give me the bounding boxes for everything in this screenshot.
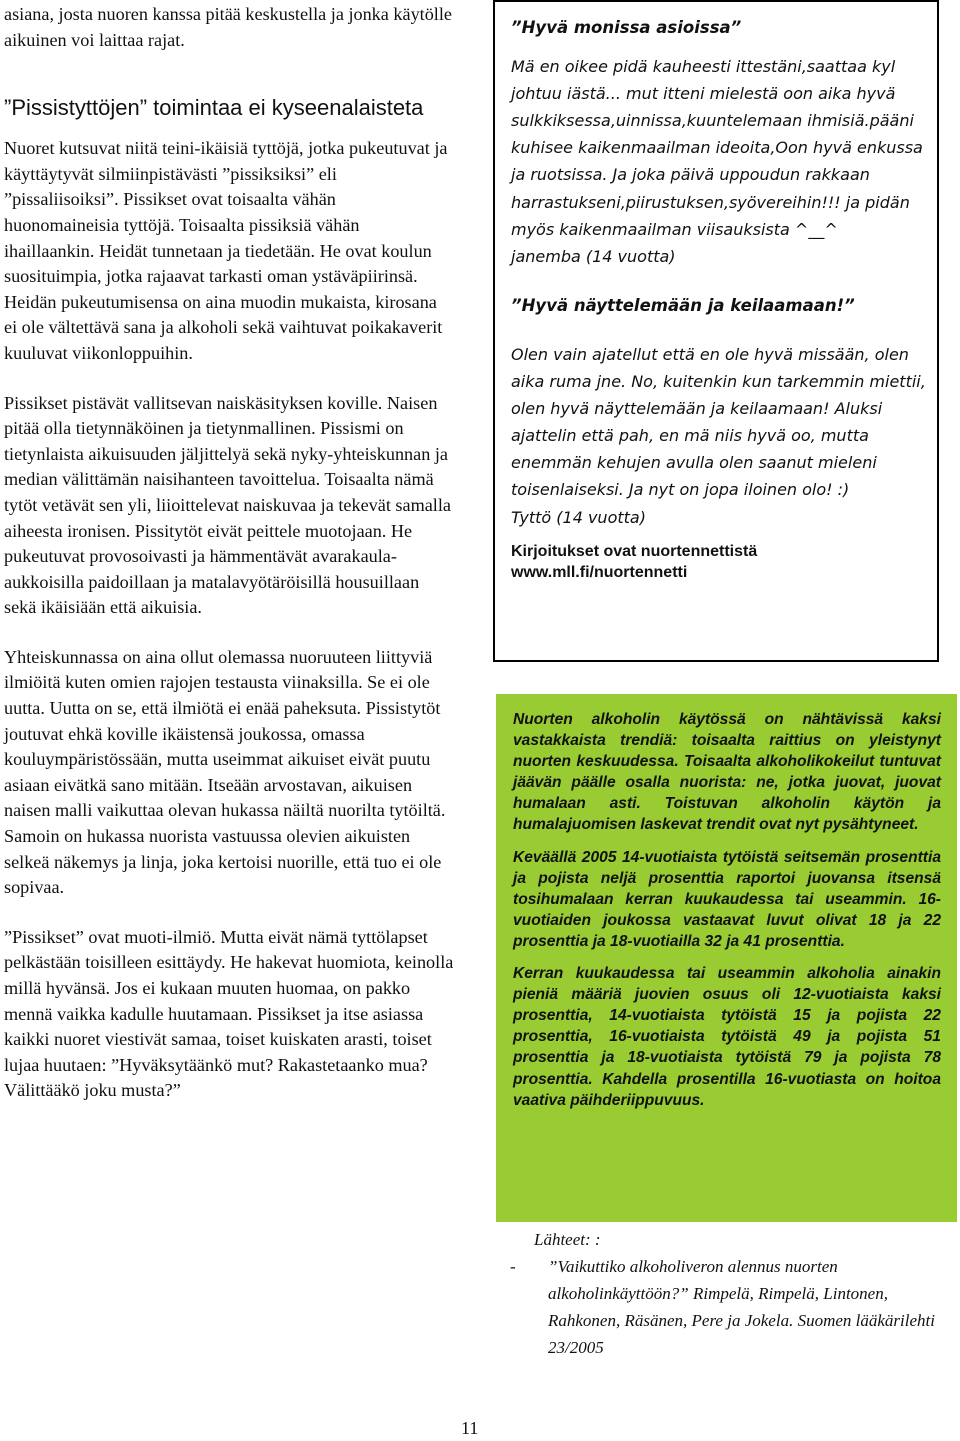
facts-paragraph-2: Keväällä 2005 14-vuotiaista tytöistä seitsemän prosenttia ja pojista neljä prosenttia raportoi juovansa itsensä tosihumalaan kerran kuukaudessa tai useammin. 16-vuotiaiden joukossa vastaavat luvut olivat 18 ja 22 prosenttia ja 18-vuotiailla 32 ja 41 prosenttia. [513, 848, 941, 950]
references [510, 1226, 950, 1361]
quote-1-author: janemba (14 vuotta) [511, 246, 676, 266]
source-url: www.mll.fi/nuortennetti [511, 563, 688, 581]
quotes-source [511, 541, 927, 583]
quote-1-heading: ”Hyvä monissa asioissa” [511, 18, 742, 37]
quote-2-heading: ”Hyvä näyttelemään ja keilaamaan!” [511, 295, 855, 315]
facts-paragraph-1: Nuorten alkoholin käytössä on nähtävissä kaksi vastakkaista trendiä: toisaalta raittius on yleistynyt nuorten keskuudessa. Toisaalta alkoholikokeilut tuntuvat jäävän päälle osalla nuorista: ne, jotka juovat, juovat humalaan asti. Toistuvan alkoholin käytön ja humalajuomisen laskevat trendit ovat nyt pysähtyneet. [513, 711, 941, 834]
article-paragraph-4: ”Pissikset” ovat muoti-ilmiö. Mutta eivät nämä tyttölapset pelkästään toisilleen esittäydy. He hakevat huomiota, keinolla millä hyvänsä. Jos ei kukaan muuten huomaa, on pakko mennä vaikka kadulle huutamaan. Pissikset ja itse asiassa kaikki nuoret viestivät samaa, toiset kuiskaten arasti, toiset lujaa huutaen: ”Hyväksytäänkö mut? Rakastetaanko mua? Välittääkö joku musta?” [4, 926, 454, 1101]
page-number: 11 [461, 1418, 479, 1438]
reference-dash: - [510, 1257, 516, 1276]
facts-paragraph-3: Kerran kuukaudessa tai useammin alkoholia ainakin pieniä määriä juovien osuus oli 12-vuotiaista kaksi prosenttia, 14-vuotiaista tytöistä 15 ja pojista 22 prosenttia, 16-vuotiaista tytöistä 49 ja pojista 51 prosenttia ja 18-vuotiaista tytöistä 79 ja pojista 78 prosenttia. Kahdella prosentilla 16-vuotiasta on hoitoa vaativa päihderiippuvuus. [513, 965, 941, 1109]
main-article-column [4, 2, 454, 1104]
youth-quotes-box [493, 0, 939, 662]
references-title: Lähteet: : [534, 1230, 601, 1249]
quote-1-text: Mä en oikee pidä kauheesti ittestäni,saattaa kyl johtuu iästä... mut itteni mielestä oon aika hyvä sulkkiksessa,uinnissa,kuuntelemaan ihmisiä.pääni kuhisee kaikenmaailman ideoita,Oon hyvä enkussa ja ruotsissa. Ja joka päivä uppoudun rakkaan harrastukseni,piirustuksen,syövereihin!!! ja pidän myös kaikenmaailman viisauksista ^__^ [511, 57, 923, 239]
source-line-1: Kirjoitukset ovat nuortennettistä [511, 542, 758, 560]
reference-item [510, 1253, 950, 1361]
article-paragraph-1: Nuoret kutsuvat niitä teini-ikäisiä tyttöjä, jotka pukeutuvat ja käyttäytyvät silmiinpistävästi ”pissiksiksi” eli ”pissaliisoiksi”. Pissikset ovat toisaalta vähän huonomaineisia tyttöjä. Toisaalta pissiksiä vähän ihaillaankin. Heidät tunnetaan ja tiedetään. He ovat koulun suosituimpia, jotka rajaavat tarkasti oman ystäväpiirinsä. Heidän pukeutumisensa on aina muodin mukaista, kirosana ei ole vältettävä sana ja alkoholi sekä vaihtuvat poikakaverit kuuluvat viikonloppuihin. [4, 138, 448, 363]
article-paragraph-3: Yhteiskunnassa on aina ollut olemassa nuoruuteen liittyviä ilmiöitä kuten omien rajojen testausta viinaksilla. Se ei ole uutta. Uutta on se, että ilmiötä ei enää paheksuta. Pissistytöt joutuvat ehkä koville ikäistensä joukossa, omassa kouluympäristössään, mutta useimmat aikuiset eivät puutu asiaan eivätkä sano mitään. Itseään arvostavan, aikuisen naisen malli vaikuttaa olevan hukassa näiltä nuorilta tytöiltä. Samoin on hukassa nuorista vastuussa olevien aikuisten selkeä näkemys ja linja, joka kertoisi nuorille, että tuo ei ole sopivaa. [4, 646, 446, 898]
alcohol-facts-box [496, 694, 957, 1222]
quote-2-author: Tyttö (14 vuotta) [511, 507, 646, 527]
quote-2-text: Olen vain ajatellut että en ole hyvä missään, olen aika ruma jne. No, kuitenkin kun tarkemmin miettii, olen hyvä näyttelemään ja keilaamaan! Aluksi ajattelin että pah, en mä niis hyvä oo, mutta enemmän kehujen avulla olen saanut mieleni toisenlaiseksi. Ja nyt on jopa iloinen olo! :) [511, 344, 926, 500]
reference-text: ”Vaikuttiko alkoholiveron alennus nuorten alkoholinkäyttöön?” Rimpelä, Rimpelä, Lintonen, Rahkonen, Räsänen, Pere ja Jokela. Suomen lääkärilehti 23/2005 [548, 1257, 935, 1357]
intro-paragraph: asiana, josta nuoren kanssa pitää keskustella ja jonka käytölle aikuinen voi laittaa rajat. [4, 4, 452, 50]
article-heading: ”Pissistyttöjen” toimintaa ei kyseenalaisteta [4, 95, 424, 121]
article-paragraph-2: Pissikset pistävät vallitsevan naiskäsityksen koville. Naisen pitää olla tietynnäköinen ja tietynmallinen. Pissismi on tietynlaista aikuisuuden jäljittelyä sekä nyky-yhteiskunnan ja median välittämän naisihanteen tavoittelua. Toisaalta nämä tytöt vetävät sen yli, liioittelevat naiskuvaa ja tekevät samalla aiheesta ironisen. Pissitytöt eivät peittele muotojaan. He pukeutuvat provosoivasti ja hämmentävät avarakaula-aukkoisilla paidoillaan ja matalavyötäröisillä housuillaan sekä ikäisiään että aikuisia. [4, 392, 451, 618]
